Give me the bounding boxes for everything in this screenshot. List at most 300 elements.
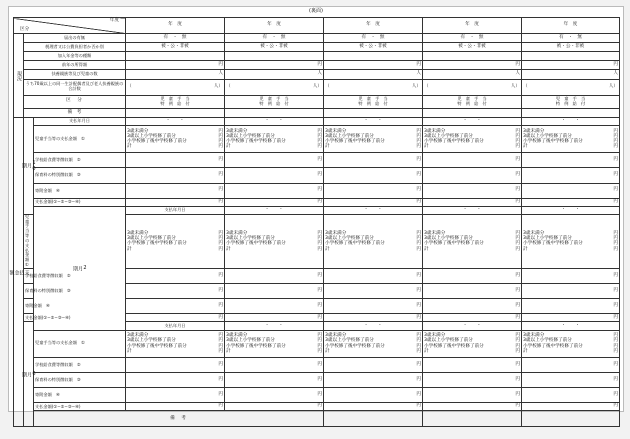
header-kubun: 区分 <box>20 26 30 32</box>
side-char: 額 <box>8 269 15 275</box>
current-cell[interactable] <box>423 61 522 70</box>
school-cell[interactable]: 円 <box>522 153 620 168</box>
school-label: 学校給食費等徴収額 ② <box>24 268 34 283</box>
type-value: 被・公・非被 <box>458 43 486 49</box>
total-cell[interactable]: 円 <box>423 198 522 206</box>
yen-unit: 円 <box>317 338 322 344</box>
total-cell[interactable]: 円 <box>522 314 620 322</box>
yesno-value: 有 ・ 無 <box>262 34 286 40</box>
date-label: 支払年月日 <box>126 322 225 330</box>
yen-unit: 円 <box>317 246 322 252</box>
paren-close: 人） <box>608 83 618 89</box>
school-cell[interactable]: 円 <box>522 268 620 283</box>
yen-unit: 円 <box>613 343 618 349</box>
line-label: 計 <box>226 246 231 252</box>
hoiku-cell[interactable]: 円 <box>126 168 225 183</box>
biko-cell[interactable] <box>423 108 522 117</box>
school-cell[interactable]: 円 <box>126 153 225 168</box>
date-cell[interactable]: ・ ・ <box>522 206 620 214</box>
line-label: 3歳未満分 <box>325 333 347 339</box>
current-cell[interactable] <box>126 52 225 61</box>
kifu-cell[interactable]: 円 <box>324 183 423 198</box>
line-label: 3歳以上小学校修了前分 <box>127 338 176 344</box>
line-label: 3歳未満分 <box>127 128 149 134</box>
yen-unit: 円 <box>317 333 322 339</box>
school-cell[interactable]: 円 <box>225 268 324 283</box>
footer-biko-cell[interactable] <box>522 411 620 427</box>
date-label: 支払年月日 <box>34 117 126 125</box>
child-amount-cell[interactable] <box>522 330 620 357</box>
hoiku-cell[interactable]: 円 <box>522 284 620 299</box>
line-label: 計 <box>424 144 429 150</box>
yen-unit: 円 <box>317 241 322 247</box>
yen-unit: 円 <box>613 62 618 68</box>
total-cell[interactable]: 円 <box>423 403 522 411</box>
yen-unit: 円 <box>515 62 520 68</box>
school-cell[interactable]: 円 <box>324 268 423 283</box>
current-cell[interactable] <box>225 70 324 79</box>
date-cell[interactable]: ・ ・ <box>423 206 522 214</box>
hoiku-label: 保育料の特別徴収額 ③ <box>34 168 126 183</box>
child-amount-cell[interactable] <box>423 330 522 357</box>
footer-biko-cell[interactable] <box>324 411 423 427</box>
school-label: 学校給食費等徴収額 ② <box>34 153 126 168</box>
yen-unit: 円 <box>218 128 223 134</box>
yen-unit: 円 <box>317 144 322 150</box>
yesno-value: 有 ・ 無 <box>361 34 385 40</box>
line-label: 3歳未満分 <box>523 128 545 134</box>
kifu-cell[interactable]: 円 <box>522 299 620 314</box>
current-cell[interactable] <box>522 70 620 79</box>
total-cell[interactable]: 円 <box>423 314 522 322</box>
biko-cell[interactable] <box>324 108 423 117</box>
hoiku-cell[interactable]: 円 <box>423 168 522 183</box>
yen-unit: 円 <box>515 343 520 349</box>
yen-unit: 円 <box>613 338 618 344</box>
line-label: 小学校修了後中学校修了前分 <box>424 139 484 145</box>
current-row-label: 扶養親族等及び児童の数 <box>24 70 126 79</box>
total-cell[interactable]: 円 <box>324 314 423 322</box>
child-amount-cell[interactable] <box>324 125 423 152</box>
school-cell[interactable]: 円 <box>522 357 620 372</box>
school-cell[interactable]: 円 <box>423 268 522 283</box>
current-cell[interactable] <box>126 70 225 79</box>
footer-biko-cell[interactable] <box>423 411 522 427</box>
date-cell[interactable]: ・ ・ <box>225 322 324 330</box>
total-label: 支払金額(①−②−③−④) <box>34 198 126 206</box>
benefit-1: 児 童 手 当 <box>457 95 487 101</box>
yen-unit: 円 <box>613 230 618 236</box>
current-cell[interactable] <box>522 61 620 70</box>
caption: (裏面) <box>309 8 323 14</box>
header-corner <box>14 18 126 34</box>
yen-unit: 円 <box>515 133 520 139</box>
yen-unit: 円 <box>515 139 520 145</box>
line-label: 小学校修了後中学校修了前分 <box>424 343 484 349</box>
school-cell[interactable]: 円 <box>324 153 423 168</box>
kifu-cell[interactable]: 円 <box>423 388 522 403</box>
line-label: 3歳以上小学校修了前分 <box>523 133 572 139</box>
yen-unit: 円 <box>515 144 520 150</box>
shinsa-kubun: 区 分 <box>24 95 126 108</box>
month-char: 期 <box>21 163 27 169</box>
yen-unit: 円 <box>218 62 223 68</box>
type-value: 被・公・非被 <box>359 43 387 49</box>
benefit-2: 特 例 給 付 <box>457 100 487 106</box>
school-cell[interactable]: 円 <box>126 357 225 372</box>
yen-unit: 円 <box>515 246 520 252</box>
current-cell[interactable] <box>324 52 423 61</box>
yen-unit: 円 <box>515 241 520 247</box>
line-label: 計 <box>424 348 429 354</box>
biko-cell[interactable] <box>522 108 620 117</box>
child-amount-cell[interactable] <box>324 330 423 357</box>
hoiku-cell[interactable]: 円 <box>324 372 423 387</box>
current-cell[interactable] <box>324 79 423 95</box>
yen-unit: 円 <box>416 246 421 252</box>
total-cell[interactable]: 円 <box>522 198 620 206</box>
yen-unit: 円 <box>613 236 618 242</box>
date-cell[interactable]: ・ ・ <box>225 117 324 125</box>
yen-unit: 円 <box>515 128 520 134</box>
yen-unit: 円 <box>515 348 520 354</box>
school-cell[interactable]: 円 <box>423 357 522 372</box>
date-cell[interactable]: ・ ・ <box>522 322 620 330</box>
person-unit: 人 <box>613 71 618 77</box>
line-label: 計 <box>523 144 528 150</box>
school-cell[interactable]: 円 <box>126 268 225 283</box>
yen-unit: 円 <box>613 128 618 134</box>
yen-unit: 円 <box>218 343 223 349</box>
current-cell[interactable] <box>423 79 522 95</box>
kifu-cell[interactable]: 円 <box>225 299 324 314</box>
line-label: 小学校修了後中学校修了前分 <box>325 139 385 145</box>
kifu-label: 寄附金額 ④ <box>34 388 126 403</box>
current-cell[interactable] <box>522 79 620 95</box>
hoiku-cell[interactable]: 円 <box>522 372 620 387</box>
current-cell[interactable] <box>126 79 225 95</box>
hoiku-cell[interactable]: 円 <box>126 372 225 387</box>
line-label: 3歳未満分 <box>424 333 446 339</box>
kifu-cell[interactable]: 円 <box>126 299 225 314</box>
line-label: 3歳以上小学校修了前分 <box>325 338 374 344</box>
year-column-header: 年 度 <box>126 18 225 34</box>
yen-unit: 円 <box>416 133 421 139</box>
line-label: 3歳以上小学校修了前分 <box>523 236 572 242</box>
line-label: 小学校修了後中学校修了前分 <box>226 139 286 145</box>
yen-unit: 円 <box>613 348 618 354</box>
child-amount-cell[interactable] <box>423 125 522 152</box>
line-label: 小学校修了後中学校修了前分 <box>226 343 286 349</box>
paren-close: 人） <box>411 83 421 89</box>
line-label: 3歳以上小学校修了前分 <box>127 133 176 139</box>
header-nendo: 年度 <box>109 18 119 23</box>
line-label: 3歳未満分 <box>424 128 446 134</box>
yen-unit: 円 <box>317 348 322 354</box>
total-cell[interactable]: 円 <box>126 314 225 322</box>
line-label: 計 <box>325 348 330 354</box>
total-cell[interactable]: 円 <box>225 198 324 206</box>
line-label: 3歳以上小学校修了前分 <box>226 236 275 242</box>
current-cell[interactable] <box>225 34 324 43</box>
hoiku-cell[interactable]: 円 <box>324 168 423 183</box>
line-label: 計 <box>226 348 231 354</box>
current-row-label: 税理者又は公費負担者か否か別 <box>24 43 126 52</box>
current-side-label: 現況 <box>14 34 24 118</box>
paren-close: 人） <box>213 83 223 89</box>
total-cell[interactable]: 円 <box>324 403 423 411</box>
line-label: 小学校修了後中学校修了前分 <box>424 241 484 247</box>
kifu-label: 寄附金額 ④ <box>34 183 126 198</box>
month-label <box>21 322 37 427</box>
hoiku-cell[interactable]: 円 <box>225 168 324 183</box>
line-label: 3歳未満分 <box>523 230 545 236</box>
kifu-cell[interactable]: 円 <box>423 183 522 198</box>
total-cell[interactable]: 円 <box>225 403 324 411</box>
paren-close: 人） <box>312 83 322 89</box>
benefit-record-table <box>8 17 620 427</box>
current-cell[interactable] <box>423 52 522 61</box>
current-cell[interactable] <box>324 34 423 43</box>
current-cell[interactable] <box>225 61 324 70</box>
current-cell[interactable] <box>225 52 324 61</box>
current-cell[interactable] <box>324 70 423 79</box>
yen-unit: 円 <box>317 236 322 242</box>
year-column-header: 年 度 <box>423 18 522 34</box>
benefit-type <box>126 95 225 108</box>
child-amount-cell[interactable] <box>126 125 225 152</box>
month-char: 月 <box>26 371 32 377</box>
yen-unit: 円 <box>218 246 223 252</box>
line-label: 3歳以上小学校修了前分 <box>226 133 275 139</box>
month-label <box>34 206 126 330</box>
paren-open: （ <box>523 83 528 89</box>
line-label: 小学校修了後中学校修了前分 <box>127 139 187 145</box>
benefit-2: 特 例 給 付 <box>358 100 388 106</box>
line-label: 計 <box>523 246 528 252</box>
school-cell[interactable]: 円 <box>225 153 324 168</box>
yen-unit: 円 <box>218 348 223 354</box>
total-cell[interactable]: 円 <box>225 314 324 322</box>
hoiku-cell[interactable]: 円 <box>225 284 324 299</box>
current-cell[interactable] <box>522 43 620 52</box>
yen-unit: 円 <box>613 241 618 247</box>
side-char: 支 <box>23 269 30 275</box>
child-amount-cell[interactable] <box>522 125 620 152</box>
line-label: 3歳未満分 <box>226 333 248 339</box>
current-cell[interactable] <box>324 43 423 52</box>
date-cell[interactable]: ・ ・ <box>324 322 423 330</box>
child-amount-cell[interactable] <box>324 214 423 268</box>
child-amount-cell[interactable] <box>423 214 522 268</box>
line-label: 計 <box>127 246 132 252</box>
hoiku-cell[interactable]: 円 <box>225 372 324 387</box>
benefit-1: 児 童 手 当 <box>358 95 388 101</box>
current-row-label: 加入年金等の種類 <box>24 52 126 61</box>
month-char: 10 <box>31 159 37 172</box>
line-label: 3歳以上小学校修了前分 <box>325 236 374 242</box>
line-label: 小学校修了後中学校修了前分 <box>523 139 583 145</box>
hoiku-cell[interactable]: 円 <box>522 168 620 183</box>
line-label: 3歳以上小学校修了前分 <box>424 338 473 344</box>
line-label: 3歳以上小学校修了前分 <box>226 338 275 344</box>
current-cell[interactable] <box>522 52 620 61</box>
yen-unit: 円 <box>218 133 223 139</box>
kifu-cell[interactable]: 円 <box>225 388 324 403</box>
yen-unit: 円 <box>515 230 520 236</box>
line-label: 計 <box>127 348 132 354</box>
current-cell[interactable] <box>225 43 324 52</box>
line-label: 3歳未満分 <box>127 230 149 236</box>
school-cell[interactable]: 円 <box>324 357 423 372</box>
kifu-cell[interactable]: 円 <box>225 183 324 198</box>
current-cell[interactable] <box>225 79 324 95</box>
line-label: 小学校修了後中学校修了前分 <box>325 241 385 247</box>
child-amount-label: 児童手当等の支払金額 ① <box>25 213 34 268</box>
line-label: 3歳以上小学校修了前分 <box>424 236 473 242</box>
kifu-cell[interactable]: 円 <box>522 183 620 198</box>
current-cell[interactable] <box>423 43 522 52</box>
benefit-1: 児 童 手 当 <box>259 95 289 101</box>
line-label: 3歳以上小学校修了前分 <box>325 133 374 139</box>
total-cell[interactable]: 円 <box>126 403 225 411</box>
total-cell[interactable]: 円 <box>126 198 225 206</box>
date-cell[interactable]: ・ ・ <box>423 117 522 125</box>
month-char: 期 <box>72 265 78 271</box>
yen-unit: 円 <box>317 139 322 145</box>
type-value: 被・公・非被 <box>260 43 288 49</box>
person-unit: 人 <box>416 71 421 77</box>
current-cell[interactable] <box>423 70 522 79</box>
school-cell[interactable]: 円 <box>225 357 324 372</box>
yen-unit: 円 <box>416 230 421 236</box>
date-cell[interactable]: ・ ・ <box>423 322 522 330</box>
paren-close: 人） <box>510 83 520 89</box>
hoiku-cell[interactable]: 円 <box>423 372 522 387</box>
year-column-header: 年 度 <box>225 18 324 34</box>
benefit-2: 特 例 給 付 <box>259 100 289 106</box>
line-label: 計 <box>127 144 132 150</box>
year-column-header: 年 度 <box>522 18 620 34</box>
month-char: 6 <box>31 371 37 378</box>
yen-unit: 円 <box>515 236 520 242</box>
yesno-value: 有 ・ 無 <box>460 34 484 40</box>
paren-open: （ <box>424 83 429 89</box>
kifu-cell[interactable]: 円 <box>423 299 522 314</box>
child-amount-label: 児童手当等の支払金額 ① <box>34 330 126 357</box>
child-amount-cell[interactable] <box>225 330 324 357</box>
line-label: 3歳未満分 <box>226 128 248 134</box>
type-value: 被・公・非被 <box>556 43 585 49</box>
yen-unit: 円 <box>416 348 421 354</box>
yen-unit: 円 <box>317 343 322 349</box>
date-cell[interactable]: ・ ・ <box>126 117 225 125</box>
line-label: 小学校修了後中学校修了前分 <box>127 343 187 349</box>
yen-unit: 円 <box>613 144 618 150</box>
date-label: 支払年月日 <box>126 206 225 214</box>
shinsa-biko: 備 考 <box>24 108 126 117</box>
total-cell[interactable]: 円 <box>522 403 620 411</box>
line-label: 3歳未満分 <box>424 230 446 236</box>
hoiku-cell[interactable]: 円 <box>324 284 423 299</box>
current-row-label: 届出の有無 <box>24 34 126 43</box>
date-cell[interactable]: ・ ・ <box>522 117 620 125</box>
line-label: 小学校修了後中学校修了前分 <box>325 343 385 349</box>
biko-cell[interactable] <box>126 108 225 117</box>
kifu-cell[interactable]: 円 <box>126 183 225 198</box>
yen-unit: 円 <box>416 236 421 242</box>
date-cell[interactable]: ・ ・ <box>324 117 423 125</box>
date-cell[interactable]: ・ ・ <box>324 206 423 214</box>
person-unit: 人 <box>515 71 520 77</box>
child-amount-cell[interactable] <box>522 214 620 268</box>
person-unit: 人 <box>317 71 322 77</box>
kifu-cell[interactable]: 円 <box>324 299 423 314</box>
school-label: 学校給食費等徴収額 ② <box>34 357 126 372</box>
kifu-cell[interactable]: 円 <box>522 388 620 403</box>
line-label: 小学校修了後中学校修了前分 <box>226 241 286 247</box>
kifu-cell[interactable]: 円 <box>324 388 423 403</box>
current-cell[interactable] <box>126 34 225 43</box>
side-char: 払 <box>18 269 25 275</box>
total-label: 支払金額(①−②−③−④) <box>24 314 34 322</box>
yen-unit: 円 <box>416 241 421 247</box>
month-label <box>21 117 37 214</box>
line-label: 計 <box>226 144 231 150</box>
kifu-label: 寄附金額 ④ <box>24 299 34 314</box>
line-label: 3歳未満分 <box>325 128 347 134</box>
current-cell[interactable] <box>423 34 522 43</box>
child-amount-cell[interactable] <box>126 330 225 357</box>
child-amount-cell[interactable] <box>225 214 324 268</box>
hoiku-cell[interactable]: 円 <box>126 284 225 299</box>
footer-biko: 備 考 <box>34 411 324 427</box>
paren-open: （ <box>127 83 132 89</box>
current-row-label: 前年の所得額 <box>24 61 126 70</box>
line-label: 小学校修了後中学校修了前分 <box>523 343 583 349</box>
yen-unit: 円 <box>613 333 618 339</box>
yen-unit: 円 <box>317 230 322 236</box>
current-cell[interactable] <box>126 61 225 70</box>
line-label: 計 <box>325 144 330 150</box>
line-label: 3歳未満分 <box>325 230 347 236</box>
current-cell[interactable] <box>324 61 423 70</box>
line-label: 計 <box>523 348 528 354</box>
current-cell[interactable] <box>126 43 225 52</box>
school-cell[interactable]: 円 <box>423 153 522 168</box>
line-label: 小学校修了後中学校修了前分 <box>523 241 583 247</box>
yen-unit: 円 <box>416 128 421 134</box>
yen-unit: 円 <box>416 338 421 344</box>
total-label: 支払金額(①−②−③−④) <box>34 403 126 411</box>
date-cell[interactable]: ・ ・ <box>225 206 324 214</box>
person-unit: 人 <box>218 71 223 77</box>
yen-unit: 円 <box>416 144 421 150</box>
yen-unit: 円 <box>218 333 223 339</box>
line-label: 計 <box>424 246 429 252</box>
child-amount-cell[interactable] <box>126 214 225 268</box>
yen-unit: 円 <box>613 139 618 145</box>
kifu-cell[interactable]: 円 <box>126 388 225 403</box>
hoiku-cell[interactable]: 円 <box>423 284 522 299</box>
child-amount-cell[interactable] <box>225 125 324 152</box>
yen-unit: 円 <box>515 338 520 344</box>
month-char: 月 <box>77 265 83 271</box>
current-cell[interactable] <box>522 34 620 43</box>
yen-unit: 円 <box>218 139 223 145</box>
biko-cell[interactable] <box>225 108 324 117</box>
total-cell[interactable]: 円 <box>324 198 423 206</box>
